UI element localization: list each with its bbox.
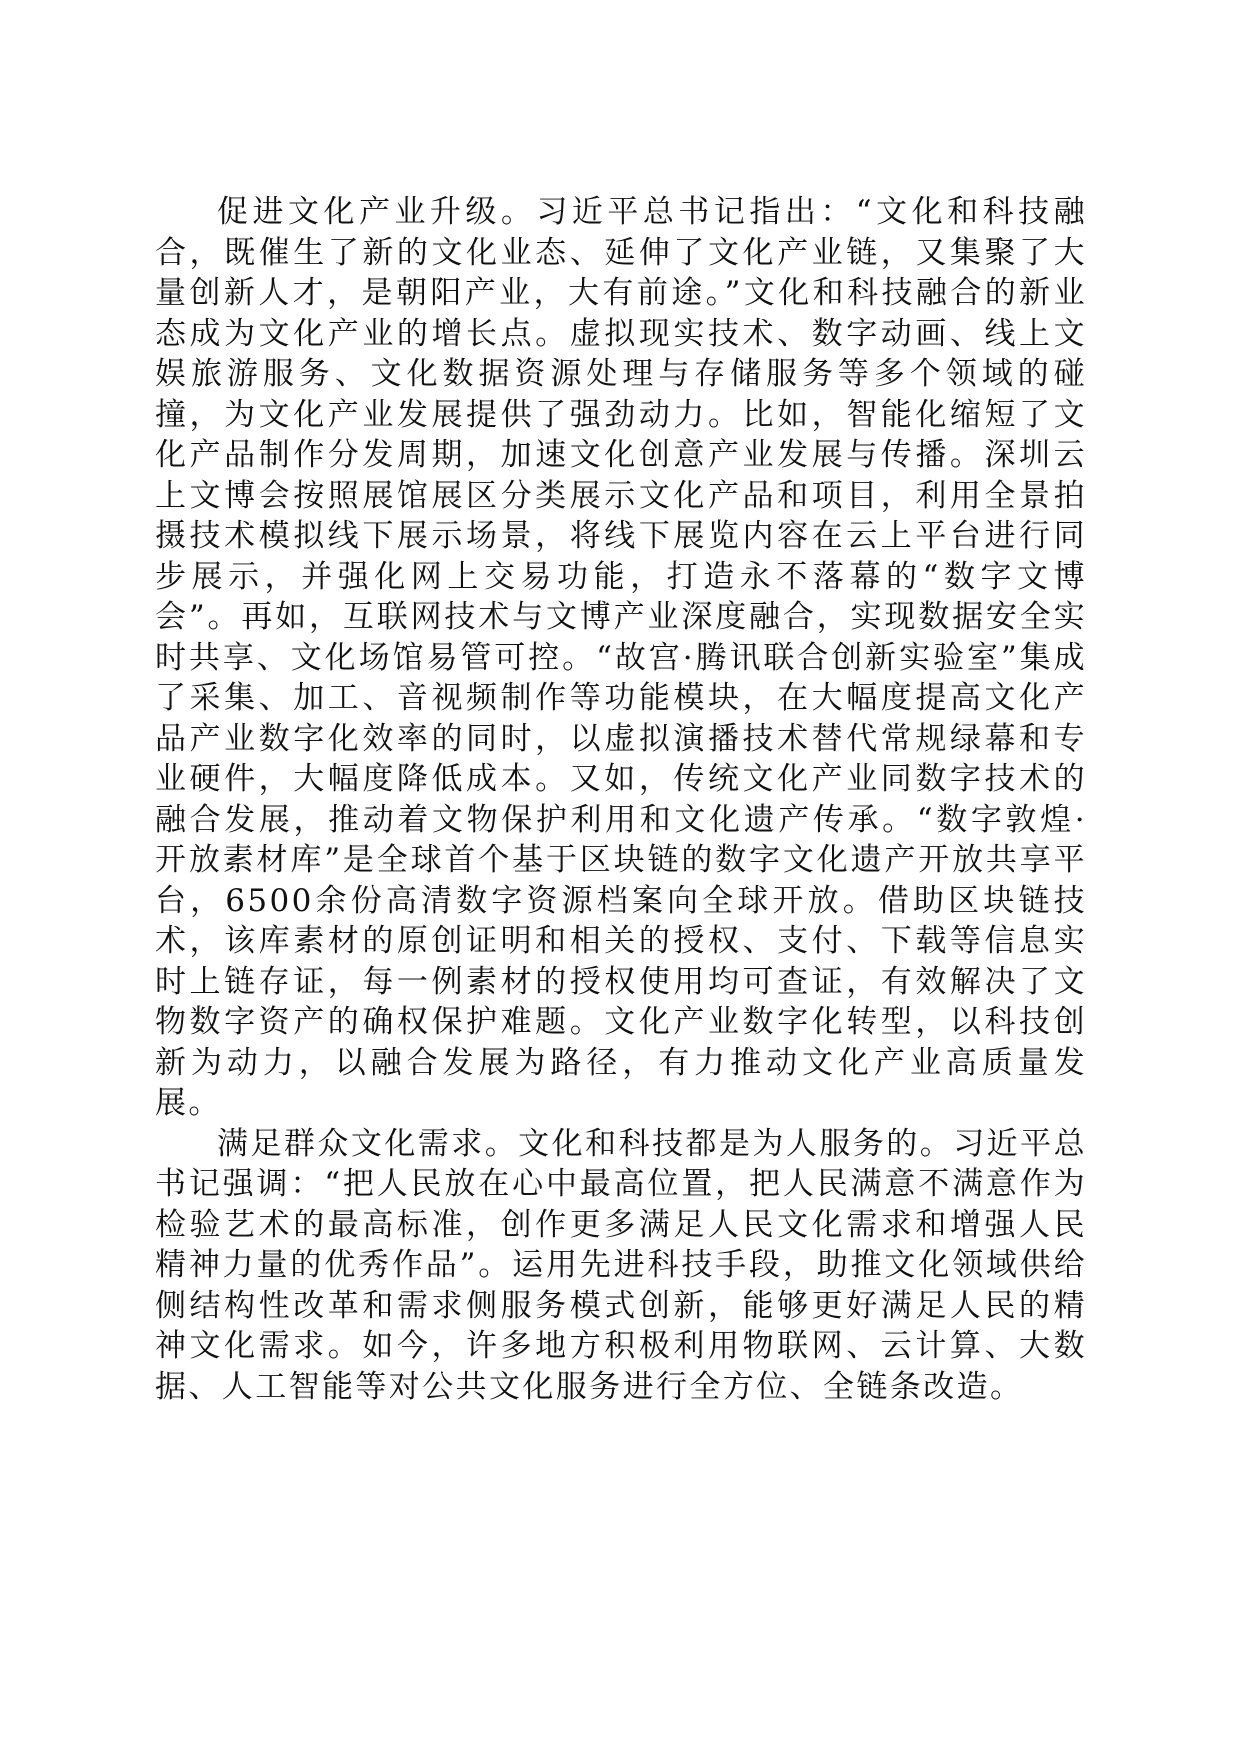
paragraph-cultural-needs: 满足群众文化需求。文化和科技都是为人服务的。习近平总书记强调：“把人民放在心中最高位置，把人民满意不满意作为检验艺术的最高标准，创作更多满足人民文化需求和增强人民精神力量的优秀作品”。运用先进科技手段，助推文化领域供给侧结构性改革和需求侧服务模式创新，能够更好满足人民的精神文化需求。如今，许多地方积极利用物联网、云计算、大数据、人工智能等对公共文化服务进行全方位、全链条改造。	[155, 1125, 1087, 1405]
paragraph-industry-upgrade: 促进文化产业升级。习近平总书记指出：“文化和科技融合，既催生了新的文化业态、延伸了文化产业链，又集聚了大量创新人才，是朝阳产业，大有前途。”文化和科技融合的新业态成为文化产业的增长点。虚拟现实技术、数字动画、线上文娱旅游服务、文化数据资源处理与存储服务等多个领域的碰撞，为文化产业发展提供了强劲动力。比如，智能化缩短了文化产品制作分发周期，加速文化创意产业发展与传播。深圳云上文博会按照展馆展区分类展示文化产品和项目，利用全景拍摄技术模拟线下展示场景，将线下展览内容在云上平台进行同步展示，并强化网上交易功能，打造永不落幕的“数字文博会”。再如，互联网技术与文博产业深度融合，实现数据安全实时共享、文化场馆易管可控。“故宫·腾讯联合创新实验室”集成了采集、加工、音视频制作等功能模块，在大幅度提高文化产品产业数字化效率的同时，以虚拟演播技术替代常规绿幕和专业硬件，大幅度降低成本。又如，传统文化产业同数字技术的融合发展，推动着文物保护利用和文化遗产传承。“数字敦煌·开放素材库”是全球首个基于区块链的数字文化遗产开放共享平台，6500余份高清数字资源档案向全球开放。借助区块链技术，该库素材的原创证明和相关的授权、支付、下载等信息实时上链存证，每一例素材的授权使用均可查证，有效解决了文物数字资产的确权保护难题。文化产业数字化转型，以科技创新为动力，以融合发展为路径，有力推动文化产业高质量发展。	[155, 194, 1087, 1121]
body-text	[155, 192, 1087, 1407]
